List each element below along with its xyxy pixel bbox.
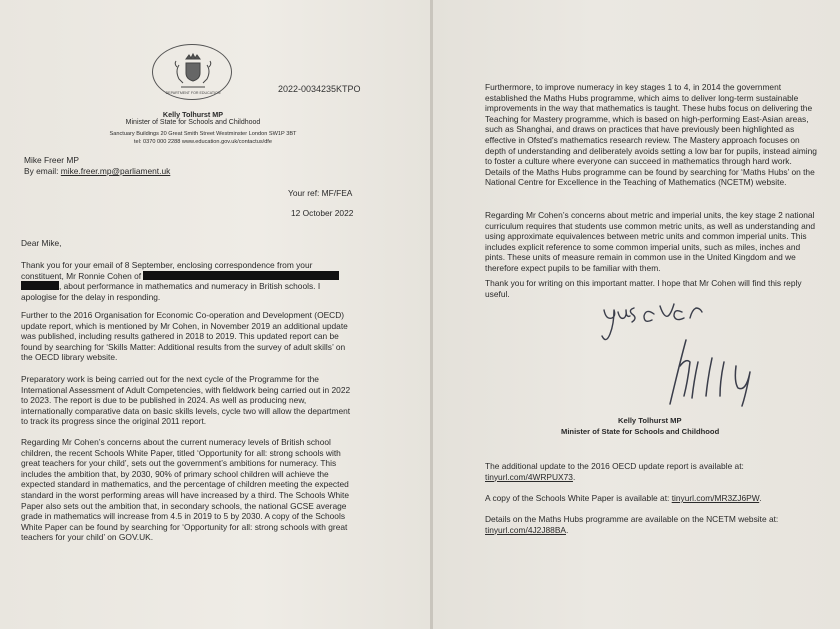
oecd-link[interactable]: tinyurl.com/4WRPUX73 <box>485 471 573 482</box>
white-paper-link[interactable]: tinyurl.com/MR3ZJ6PW <box>671 493 760 503</box>
letterhead-address: Sanctuary Buildings 20 Great Smith Street Westminster London SW1P 3BT <box>109 131 297 137</box>
salutation: Dear Mike, <box>21 238 62 248</box>
email-label: By email: <box>24 166 61 176</box>
paragraph-closing: Thank you for writing on this important matter. I hope that Mr Cohen will find this reply useful. <box>485 278 802 299</box>
paragraph-metric-imperial: Regarding Mr Cohen’s concerns about metric and imperial units, the key stage 2 national curriculum requires that students use common metric units, as well as understanding and using approximate equivalences between metric units and common imperial units. This includes explicit reference to some common imperial units, such as miles, inches and pints. These units of measure remain in common use in the United Kingdom and we therefore expect pupils to be familiar with them. <box>485 210 816 273</box>
note-white-paper-text: A copy of the Schools White Paper is available at: <box>485 493 672 503</box>
handwritten-signature <box>658 336 786 408</box>
note-oecd-text: The additional update to the 2016 OECD update report is available at: <box>485 461 744 471</box>
crest-caption: DEPARTMENT FOR EDUCATION <box>165 91 221 95</box>
note-white-paper-link <box>485 493 819 504</box>
royal-arms-icon <box>153 45 233 101</box>
paragraph-maths-hubs: Furthermore, to improve numeracy in key stages 1 to 4, in 2014 the government established the Maths Hubs programme, which aims to deliver long-term sustainable improvements in the way that mathematics is taught. These hubs focus on delivering the Teaching for Mastery programme, which is based on high-performing East-Asian areas, such as Shanghai, and draws on practices that have previously been highlighted as effective in Ofsted’s mathematics research review. The Mastery approach focuses on depth of understanding and deliberately avoids setting a low bar for pupils, instead aiming to foster a culture where everyone can succeed in mathematics through hard work. Details of the Maths Hubs programme can be found by searching for ‘Maths Hubs’ on the National Centre for Excellence in the Teaching of Mathematics (NCETM) website. <box>485 82 817 188</box>
signer-name: Kelly Tolhurst MP <box>618 416 682 425</box>
letterhead-contact: tel: 0370 000 2288 www.education.gov.uk/contactus/dfe <box>134 139 272 145</box>
letterhead-minister-name: Kelly Tolhurst MP <box>162 110 224 119</box>
letterhead-minister-title: Minister of State for Schools and Childhood <box>125 119 261 126</box>
note-maths-hubs-link <box>485 514 819 535</box>
redaction-bar <box>21 281 59 290</box>
note-maths-hubs-text: Details on the Maths Hubs programme are available on the NCETM website at: <box>485 514 779 524</box>
recipient-email-line <box>24 166 170 176</box>
paragraph-numeracy-levels: Regarding Mr Cohen’s concerns about the current numeracy levels of British school children, the recent Schools White Paper, titled ‘Opportunity for all: strong schools with great teachers for your child’, sets out the government’s ambitions for numeracy. This includes the ambition that, by 2030, 90% of primary school children will achieve the expected standard in mathematics, and the percentage of children meeting the expected standard in the worst performing areas will have increased by a third. The Schools White Paper also sets out the ambition that, in secondary schools, the national GCSE average grade in mathematics will increase from 4.5 in 2019 to 5 by 2030. A copy of the Schools White Paper can be found by searching for ‘Opportunity for all: strong schools with great teachers for your child’ on GOV.UK. <box>21 437 350 543</box>
redaction-bar <box>143 271 339 280</box>
recipient-name: Mike Freer MP <box>24 155 79 165</box>
recipient-email-link[interactable]: mike.freer.mp@parliament.uk <box>60 166 171 176</box>
note-oecd-period: . <box>572 471 576 482</box>
department-crest-logo <box>152 44 232 100</box>
maths-hubs-link[interactable]: tinyurl.com/4J2J88BA <box>485 524 566 535</box>
note-oecd-link <box>485 461 819 482</box>
note-white-paper-period: . <box>759 493 762 503</box>
note-maths-hubs-period: . <box>566 524 569 535</box>
signer-title: Minister of State for Schools and Childhood <box>561 427 720 436</box>
reference-number: 2022-0034235KTPO <box>278 84 361 94</box>
paragraph-thanks <box>21 260 349 302</box>
letter-date: 12 October 2022 <box>291 208 354 218</box>
paragraph-thanks-start: Thank you for your email of 8 September, enclosing correspondence from your constituent, Mr Ronnie Cohen of <box>21 260 313 281</box>
paragraph-oecd-report: Further to the 2016 Organisation for Economic Co-operation and Development (OECD) update report, which is mentioned by Mr Cohen, in November 2019 an additional update was published, including results gathered in 2018 to 2019. This updated report can be found by searching for ‘Skills Matter: Additional results from the survey of adult skills’ on the OECD library website. <box>21 310 348 363</box>
paragraph-thanks-end: , about performance in mathematics and numeracy in British schools. I apologise for the delay in responding. <box>21 281 321 302</box>
paragraph-preparatory-work: Preparatory work is being carried out for the next cycle of the Programme for the International Assessment of Adult Competencies, with fieldwork being carried out in 2022 to 2023. The report is due to be published in 2024. As well as producing new, internationally comparative data on basic skills levels, cycle two will allow the department to track its progress since the original 2011 report. <box>21 374 351 427</box>
your-reference: Your ref: MF/FEA <box>288 188 353 198</box>
